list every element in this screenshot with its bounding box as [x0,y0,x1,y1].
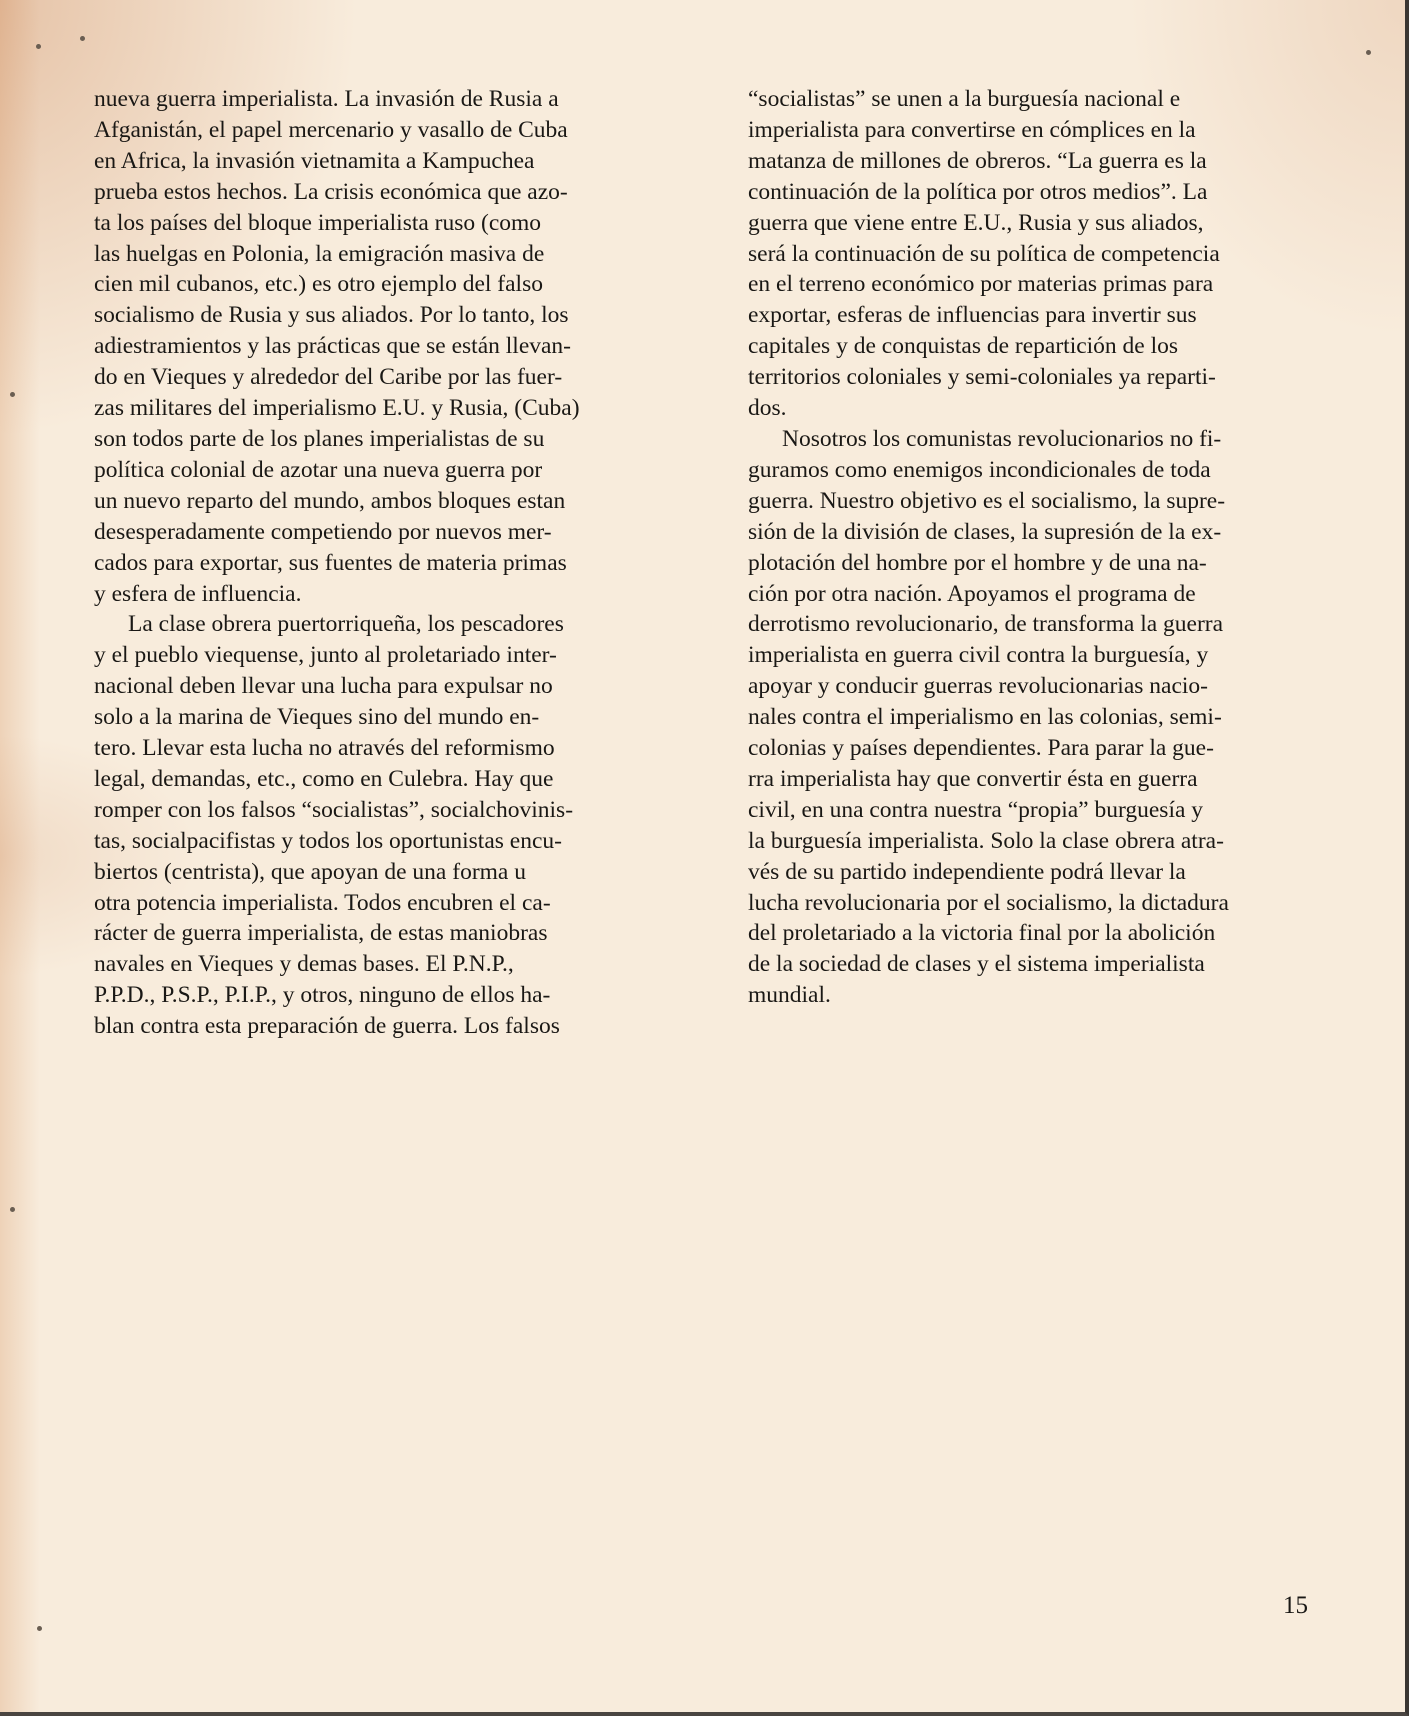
text-line: solo a la marina de Vieques sino del mundo en- [94,704,540,731]
paper-speck [37,1626,42,1631]
text-line: Afganistán, el papel mercenario y vasallo de Cuba [94,116,568,143]
text-line: de la sociedad de clases y el sistema imperialista [748,951,1205,978]
text-line: apoyar y conducir guerras revolucionarias nacio- [748,673,1209,700]
text-line: vés de su partido independiente podrá llevar la [748,858,1186,885]
text-line: derrotismo revolucionario, de transforma la guerra [748,611,1224,638]
text-line: navales en Vieques y demas bases. El P.N.P., [94,951,514,978]
text-line: desesperadamente competiendo por nuevos mer- [94,518,552,545]
text-line: civil, en una contra nuestra “propia” burguesía y [748,796,1204,823]
text-line: nueva guerra imperialista. La invasión de Rusia a [94,86,559,112]
text-line: del proletariado a la victoria final por la abolición [748,920,1216,947]
text-line: nacional deben llevar una lucha para expulsar no [94,673,553,700]
text-line: otra potencia imperialista. Todos encubren el ca- [94,889,551,916]
text-line: mundial. [748,982,831,1009]
text-line: guerra. Nuestro objetivo es el socialismo, la supre- [748,487,1226,514]
paragraph-start-line: La clase obrera puertorriqueña, los pescadores [128,611,564,638]
text-line: blan contra esta preparación de guerra. Los falsos [94,1013,560,1040]
right-column [748,84,1318,1011]
text-line: territorios coloniales y semi-coloniales ya reparti- [748,364,1216,391]
text-line: guramos como enemigos incondicionales de toda [748,456,1211,483]
text-line: un nuevo reparto del mundo, ambos bloques estan [94,487,566,514]
text-line: socialismo de Rusia y sus aliados. Por lo tanto, los [94,302,569,329]
text-line: rra imperialista hay que convertir ésta en guerra [748,765,1198,792]
text-line: las huelgas en Polonia, la emigración masiva de [94,240,545,267]
text-line: colonias y países dependientes. Para parar la gue- [748,735,1214,762]
text-line: lucha revolucionaria por el socialismo, la dictadura [748,889,1229,916]
paper-speck [10,1207,15,1212]
text-line: la burguesía imperialista. Solo la clase obrera atra- [748,827,1224,854]
text-line: y esfera de influencia. [94,580,302,607]
text-line: sión de la división de clases, la supresión de la ex- [748,518,1222,545]
text-line: zas militares del imperialismo E.U. y Rusia, (Cuba) [94,395,580,422]
text-line: legal, demandas, etc., como en Culebra. Hay que [94,765,554,792]
text-line: cien mil cubanos, etc.) es otro ejemplo del falso [94,271,543,298]
text-line: ta los países del bloque imperialista ruso (como [94,209,542,236]
text-line: imperialista para convertirse en cómplices en la [748,116,1196,143]
paper-speck [10,392,15,397]
page-number: 15 [1283,1592,1308,1619]
text-line: cados para exportar, sus fuentes de materia primas [94,549,567,576]
text-line: dos. [748,395,787,422]
text-line: rácter de guerra imperialista, de estas maniobras [94,920,548,947]
text-line: do en Vieques y alrededor del Caribe por las fuer- [94,364,563,391]
text-line: “socialistas” se unen a la burguesía nacional e [748,86,1181,112]
text-line: biertos (centrista), que apoyan de una forma u [94,858,526,885]
text-line: capitales y de conquistas de repartición de los [748,333,1179,360]
left-column [94,84,659,1042]
text-line: plotación del hombre por el hombre y de una na- [748,549,1207,576]
paper-speck [36,44,41,49]
text-line: romper con los falsos “socialistas”, socialchovinis- [94,796,574,823]
text-line: tas, socialpacifistas y todos los oportunistas encu- [94,827,562,854]
paragraph-start-line: Nosotros los comunistas revolucionarios no fi- [782,425,1222,452]
text-line: tero. Llevar esta lucha no através del reformismo [94,735,555,762]
text-line: en el terreno económico por materias primas para [748,271,1214,298]
text-line: adiestramientos y las prácticas que se están llevan- [94,333,571,360]
text-line: prueba estos hechos. La crisis económica que azo- [94,178,568,205]
text-line: política colonial de azotar una nueva guerra por [94,456,543,483]
text-line: exportar, esferas de influencias para invertir sus [748,302,1197,329]
paper-speck [80,36,85,41]
text-line: imperialista en guerra civil contra la burguesía, y [748,642,1209,669]
text-line: son todos parte de los planes imperialistas de su [94,425,545,452]
text-line: matanza de millones de obreros. “La guerra es la [748,147,1207,174]
text-line: y el pueblo viequense, junto al proletariado inter- [94,642,557,669]
text-line: P.P.D., P.S.P., P.I.P., y otros, ninguno de ellos ha- [94,982,551,1009]
text-line: será la continuación de su política de competencia [748,240,1220,267]
text-line: guerra que viene entre E.U., Rusia y sus aliados, [748,209,1204,236]
text-line: ción por otra nación. Apoyamos el programa de [748,580,1196,607]
paper-speck [1366,50,1371,55]
text-line: en Africa, la invasión vietnamita a Kampuchea [94,147,535,174]
text-line: nales contra el imperialismo en las colonias, semi- [748,704,1222,731]
text-line: continuación de la política por otros medios”. La [748,178,1208,205]
